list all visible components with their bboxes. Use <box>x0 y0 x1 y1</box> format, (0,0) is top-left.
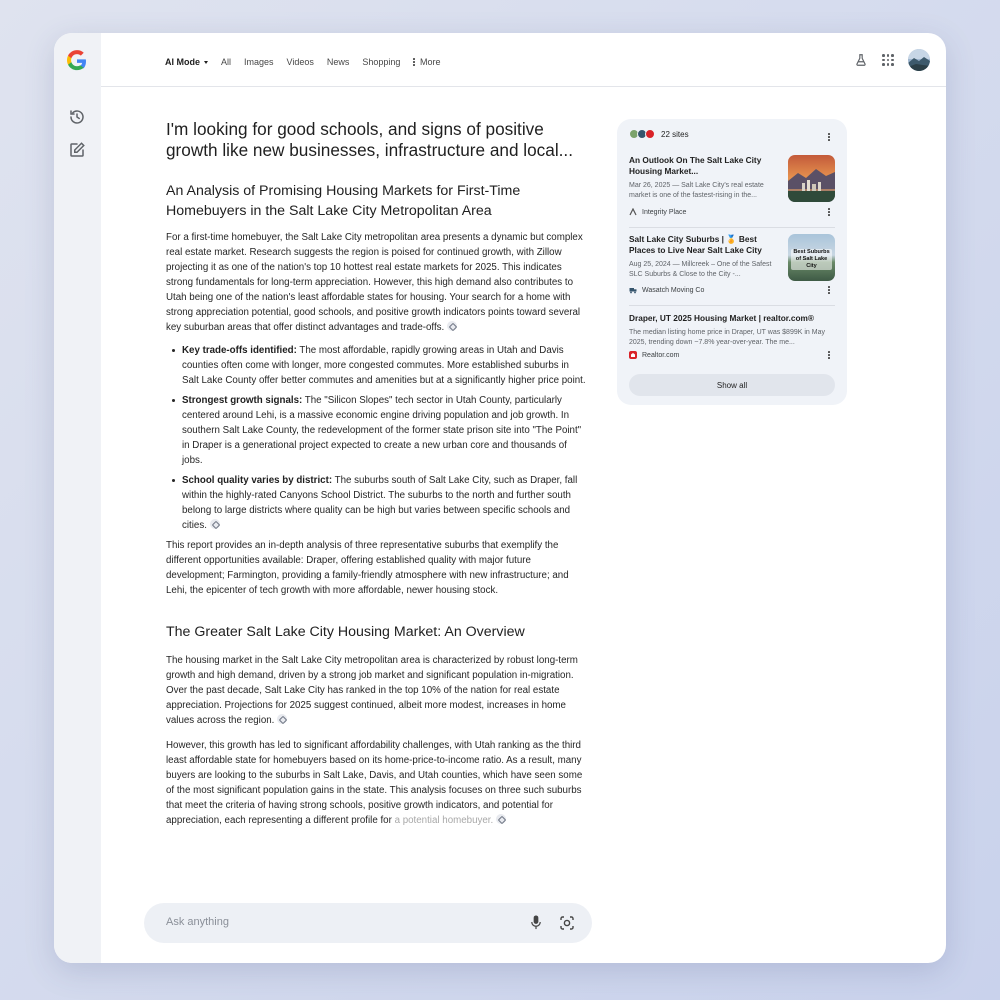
labs-flask-icon[interactable] <box>854 53 868 67</box>
source-card[interactable] <box>629 155 835 221</box>
integrity-place-favicon-icon <box>629 208 637 216</box>
source-thumbnail <box>788 155 835 202</box>
source-snippet: The median listing home price in Draper, UT was $899K in May 2025, trending down ~7.8% year-over-year. The me... <box>629 329 825 346</box>
source-site <box>629 351 679 359</box>
ask-input[interactable]: Ask anything <box>166 916 229 928</box>
tab-label: More <box>420 57 441 67</box>
paragraph <box>166 653 586 728</box>
search-tabs <box>165 57 454 67</box>
more-options-icon[interactable] <box>825 285 833 295</box>
list-item <box>182 473 586 533</box>
tab-shopping[interactable]: Shopping <box>362 57 401 67</box>
source-card[interactable] <box>629 313 835 365</box>
site-name: Realtor.com <box>642 351 680 359</box>
top-right-controls <box>854 49 930 71</box>
site-name: Integrity Place <box>642 208 687 216</box>
moving-truck-favicon-icon <box>629 286 637 294</box>
bullet-label: Strongest growth signals: <box>182 395 303 406</box>
show-all-button[interactable]: Show all <box>629 374 835 396</box>
tab-videos[interactable]: Videos <box>286 57 314 67</box>
source-site <box>629 208 686 216</box>
thumbnail-caption: Best Suburbs of Salt Lake City <box>791 249 832 270</box>
paragraph-text: The housing market in the Salt Lake City metropolitan area is characterized by robust long-term growth and high demand, driven by a strong job market and significant population in-migration. Over the past decade, Salt Lake City has ranked in the top 10% of the nation for real estate appreciation. Projections for 2025 suggest continued, albeit more modest, increases in home values across the region. <box>166 655 578 726</box>
paragraph-text: However, this growth has led to significant affordability challenges, with Utah ranking as the third least affordable state for homebuyers based on its home-price-to-income ratio. As a result, many buyers are looking to the suburbs in Salt Lake, Davis, and Utah counties, which have seen some of the most significant population gains in the state. This analysis focuses on three such suburbs that meet the criteria of having strong schools, positive growth indicators, and potential for appreciation, each representing a different profile for <box>166 740 583 826</box>
tab-images[interactable]: Images <box>244 57 274 67</box>
tab-all[interactable]: All <box>221 57 232 67</box>
more-options-icon[interactable] <box>825 350 833 360</box>
tab-ai-mode[interactable] <box>165 57 208 67</box>
paragraph-text: For a first-time homebuyer, the Salt Lake City metropolitan area presents a dynamic but complex real estate market. Research suggests the region is poised for continued growth, with Zillow projecting it as one of the nation's top 10 hottest real estate markets for 2025. This indicates strong fundamentals for long-term appreciation. However, this high demand also contributes to Utah being one of the nation's least affordable states for housing. Your search for a home with strong appreciation potential, good schools, and positive growth indicators points toward several key suburban areas that offer distinct advantages and trade-offs. <box>166 232 583 333</box>
browser-window <box>54 33 946 963</box>
tab-more[interactable] <box>413 57 440 67</box>
sites-count: 22 sites <box>661 129 689 139</box>
divider <box>629 227 835 228</box>
left-rail <box>54 33 101 963</box>
google-logo-icon[interactable] <box>66 50 88 72</box>
bullet-label: Key trade-offs identified: <box>182 345 297 356</box>
lens-camera-icon[interactable] <box>559 915 575 931</box>
realtor-favicon-icon <box>629 351 637 359</box>
paragraph <box>166 230 586 335</box>
site-name: Wasatch Moving Co <box>642 286 705 294</box>
bullet-list <box>182 343 586 533</box>
citation-link-icon[interactable] <box>447 321 457 331</box>
list-item <box>182 393 586 468</box>
source-card[interactable] <box>629 234 835 300</box>
more-options-icon[interactable] <box>825 207 833 217</box>
source-thumbnail <box>788 234 835 281</box>
site-favicon-icon <box>645 129 655 139</box>
source-snippet: Aug 25, 2024 — Millcreek – One of the Safest SLC Suburbs & Close to the City -... <box>629 261 772 278</box>
bullet-text: The most affordable, rapidly growing areas in Utah and Davis counties often come with longer, more congested commutes. More established suburbs in Salt Lake County offer better commutes and amenities but at a significantly higher price point. <box>182 345 586 386</box>
more-vert-icon <box>413 58 415 65</box>
microphone-icon[interactable] <box>530 915 542 930</box>
bullet-label: School quality varies by district: <box>182 475 333 486</box>
citation-link-icon[interactable] <box>210 519 220 529</box>
answer-content <box>166 119 586 828</box>
tab-news[interactable]: News <box>326 57 350 67</box>
top-bar <box>101 33 946 87</box>
apps-grid-icon[interactable] <box>882 54 894 66</box>
section-heading: The Greater Salt Lake City Housing Market: An Overview <box>166 624 525 640</box>
new-chat-icon[interactable] <box>68 141 86 159</box>
avatar[interactable] <box>908 49 930 71</box>
sources-header[interactable] <box>629 129 689 139</box>
bullet-text: The suburbs south of Salt Lake City, such as Draper, fall within the highly-rated Canyons School District. The suburbs to the north and further south belong to large districts where quality can be high but varies between specific schools and cities. <box>182 475 578 531</box>
divider <box>629 305 835 306</box>
citation-link-icon[interactable] <box>496 814 506 824</box>
history-icon[interactable] <box>68 108 86 126</box>
paragraph: This report provides an in-depth analysis of three representative suburbs that exemplify the different opportunities available: Draper, offering established quality with major future development; Farmington, providing a family-friendly atmosphere with new infrastructure; and Lehi, the epicenter of tech growth with more affordable, newer housing stock. <box>166 540 569 596</box>
sources-panel <box>617 119 847 405</box>
source-snippet: Mar 26, 2025 — Salt Lake City's real estate market is one of the fastest-rising in the... <box>629 182 764 199</box>
list-item <box>182 343 586 388</box>
source-site <box>629 286 704 294</box>
user-query: I'm looking for good schools, and signs of positive growth like new businesses, infrastructure and local... <box>166 119 573 160</box>
ask-bar[interactable] <box>144 903 592 943</box>
paragraph <box>166 738 586 828</box>
source-title: Draper, UT 2025 Housing Market | realtor.com® <box>629 313 815 323</box>
more-options-icon[interactable] <box>825 132 833 142</box>
faded-text: a potential homebuyer. <box>394 815 494 826</box>
section-heading: An Analysis of Promising Housing Markets for First-Time Homebuyers in the Salt Lake City Metropolitan Area <box>166 183 521 219</box>
bullet-text: The "Silicon Slopes" tech sector in Utah County, particularly centered around Lehi, is a massive economic engine driving population and job growth. In southern Salt Lake County, the redevelopment of the former state prison site into "The Point" in Draper is a generational project expected to create a new urban core and thousands of jobs. <box>182 395 582 466</box>
chevron-down-icon <box>204 61 208 64</box>
source-title: Salt Lake City Suburbs | 🏅 Best Places to Live Near Salt Lake City <box>629 234 762 255</box>
source-title: An Outlook On The Salt Lake City Housing Market... <box>629 155 762 176</box>
citation-link-icon[interactable] <box>277 714 287 724</box>
tab-label: AI Mode <box>165 57 200 67</box>
